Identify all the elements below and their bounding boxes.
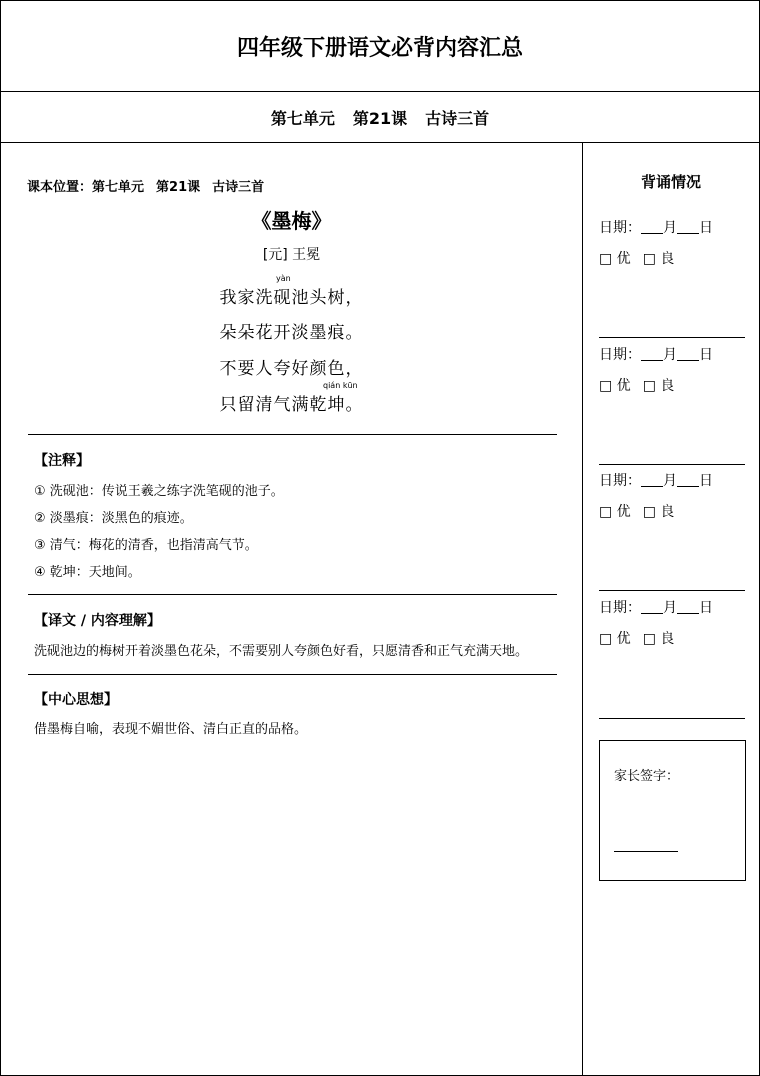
poem-line-3 xyxy=(1,354,582,379)
month-label: 月 xyxy=(663,473,677,489)
recitation-column xyxy=(583,143,759,1075)
day-label: 日 xyxy=(699,347,713,363)
signature-line xyxy=(614,851,678,852)
translation-heading: 【译文 / 内容理解】 xyxy=(34,613,161,629)
lesson-number: 第21课 xyxy=(352,108,408,128)
theme-text: 借墨梅自喻，表现不媚世俗、清白正直的品格。 xyxy=(34,722,308,737)
day-blank[interactable] xyxy=(677,613,699,614)
pinyin-yan: yàn xyxy=(276,274,291,283)
date-label: 日期： xyxy=(599,473,641,489)
good-checkbox[interactable]: □ 良 xyxy=(642,378,675,394)
poem-line-text: 不要人夸好颜色， xyxy=(219,359,364,379)
rating-options xyxy=(599,501,745,521)
recitation-entry-1 xyxy=(599,217,745,268)
recitation-entry-4 xyxy=(599,597,745,648)
month-blank[interactable] xyxy=(641,613,663,614)
page-title: 四年级下册语文必背内容汇总 xyxy=(1,1,759,92)
entry-separator xyxy=(599,337,745,338)
parent-signature-box[interactable] xyxy=(599,740,746,881)
date-label: 日期： xyxy=(599,347,641,363)
poem-line-2 xyxy=(1,318,582,343)
good-checkbox[interactable]: □ 良 xyxy=(642,251,675,267)
poem-line-text: 只留清气满乾坤。 xyxy=(219,395,364,415)
rating-options xyxy=(599,628,745,648)
lesson-name: 古诗三首 xyxy=(425,108,490,128)
date-line xyxy=(599,470,745,490)
good-checkbox[interactable]: □ 良 xyxy=(642,504,675,520)
note-item: ① 洗砚池：传说王羲之练字洗笔砚的池子。 xyxy=(34,484,284,499)
excellent-checkbox[interactable]: □ 优 xyxy=(599,631,631,647)
poem-author: [元] 王冕 xyxy=(262,247,321,263)
excellent-checkbox[interactable]: □ 优 xyxy=(599,378,631,394)
location-label: 课本位置： xyxy=(27,180,93,195)
divider xyxy=(28,674,557,675)
month-label: 月 xyxy=(663,220,677,236)
month-blank[interactable] xyxy=(641,486,663,487)
lesson-unit: 第七单元 xyxy=(270,108,335,128)
month-label: 月 xyxy=(663,600,677,616)
pinyin-qiankun: qián kūn xyxy=(323,381,358,390)
day-blank[interactable] xyxy=(677,360,699,361)
parent-signature-label: 家长签字： xyxy=(614,769,680,784)
month-blank[interactable] xyxy=(641,360,663,361)
month-blank[interactable] xyxy=(641,233,663,234)
day-label: 日 xyxy=(699,473,713,489)
day-label: 日 xyxy=(699,220,713,236)
poem-line-1 xyxy=(1,274,582,308)
day-blank[interactable] xyxy=(677,233,699,234)
lesson-header xyxy=(1,92,759,143)
entry-separator xyxy=(599,464,745,465)
date-line xyxy=(599,217,745,237)
note-item: ③ 清气：梅花的清香，也指清高气节。 xyxy=(34,538,258,553)
recitation-entry-3 xyxy=(599,470,745,521)
note-item: ④ 乾坤：天地间。 xyxy=(34,565,141,580)
date-line xyxy=(599,597,745,617)
location-unit: 第七单元 xyxy=(92,180,145,195)
translation-text: 洗砚池边的梅树开着淡墨色花朵，不需要别人夸颜色好看，只愿清香和正气充满天地。 xyxy=(34,644,529,659)
poem-line-4 xyxy=(1,381,582,415)
entry-separator xyxy=(599,718,745,719)
note-item: ② 淡墨痕：淡黑色的痕迹。 xyxy=(34,511,193,526)
divider xyxy=(28,594,557,595)
day-label: 日 xyxy=(699,600,713,616)
rating-options xyxy=(599,248,745,268)
date-line xyxy=(599,344,745,364)
content-column xyxy=(1,143,583,1075)
theme-heading: 【中心思想】 xyxy=(34,692,118,708)
textbook-location xyxy=(27,176,276,195)
divider xyxy=(28,434,557,435)
month-label: 月 xyxy=(663,347,677,363)
rating-options xyxy=(599,375,745,395)
excellent-checkbox[interactable]: □ 优 xyxy=(599,251,631,267)
excellent-checkbox[interactable]: □ 优 xyxy=(599,504,631,520)
location-lesson: 第21课 xyxy=(156,180,201,195)
date-label: 日期： xyxy=(599,220,641,236)
poem-line-text: 朵朵花开淡墨痕。 xyxy=(219,323,364,343)
location-name: 古诗三首 xyxy=(212,180,265,195)
poem-line-text: 我家洗砚池头树， xyxy=(219,288,364,308)
recitation-heading: 背诵情况 xyxy=(640,173,701,191)
poem-title: 《墨梅》 xyxy=(251,209,332,233)
date-label: 日期： xyxy=(599,600,641,616)
good-checkbox[interactable]: □ 良 xyxy=(642,631,675,647)
notes-heading: 【注释】 xyxy=(34,453,90,469)
recitation-entry-2 xyxy=(599,344,745,395)
day-blank[interactable] xyxy=(677,486,699,487)
entry-separator xyxy=(599,590,745,591)
